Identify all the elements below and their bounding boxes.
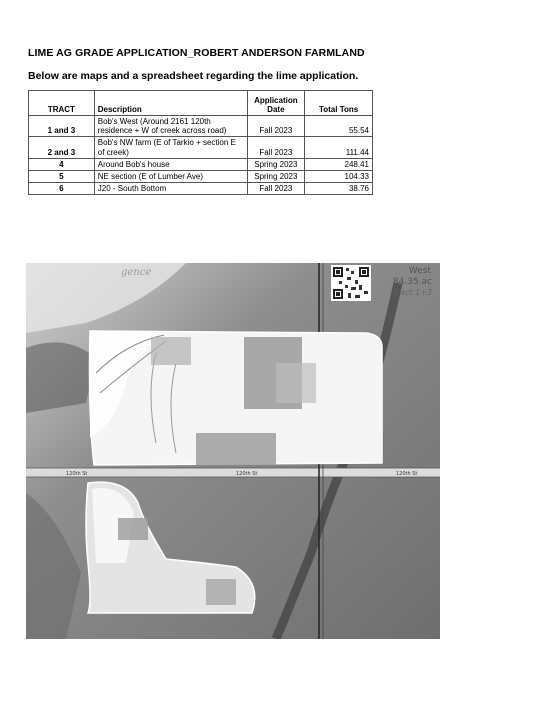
table-header-row (29, 91, 373, 116)
header-description: Description (94, 91, 247, 116)
cell-tract: 4 (29, 158, 95, 170)
header-tract: TRACT (29, 91, 95, 116)
cell-description: Bob's NW farm (E of Tarkio + section E of creek) (94, 137, 247, 158)
road-label: 120th St (66, 471, 88, 477)
map-handwritten-note: Tract 1+3 (392, 288, 432, 297)
cell-tract: 2 and 3 (29, 137, 95, 158)
table-row (29, 137, 373, 158)
mid-soil-zone (151, 337, 191, 365)
table-row (29, 170, 373, 182)
cell-tons: 38.76 (305, 183, 373, 195)
cell-description: Around Bob's house (94, 158, 247, 170)
cell-tons: 55.54 (305, 116, 373, 137)
cell-tract: 6 (29, 183, 95, 195)
map-caption-acres: 84.35 ac (392, 277, 432, 287)
cell-tons: 104.33 (305, 170, 373, 182)
document-subtitle: Below are maps and a spreadsheet regarding the lime application. (28, 70, 359, 82)
cell-description: Bob's West (Around 2161 120th residence + W of creek across road) (94, 116, 247, 137)
cell-date: Spring 2023 (247, 158, 305, 170)
cell-tract: 1 and 3 (29, 116, 95, 137)
dark-soil-zone (118, 518, 148, 540)
cell-date: Fall 2023 (247, 116, 305, 137)
cell-date: Fall 2023 (247, 137, 305, 158)
road (26, 468, 440, 477)
cell-date: Fall 2023 (247, 183, 305, 195)
cell-description: J20 - South Bottom (94, 183, 247, 195)
document-title: LIME AG GRADE APPLICATION_ROBERT ANDERSON FARMLAND (28, 47, 365, 59)
table-row (29, 158, 373, 170)
cell-tons: 111.44 (305, 137, 373, 158)
header-application-date: Application Date (247, 91, 305, 116)
lime-application-table (28, 90, 373, 195)
dark-soil-zone (206, 579, 236, 605)
table-row (29, 116, 373, 137)
qr-code-icon (331, 265, 371, 301)
dark-soil-zone (196, 433, 276, 465)
map-caption-name: West (408, 266, 431, 276)
map-graphic (26, 263, 440, 639)
mid-soil-zone (276, 363, 316, 403)
table-row (29, 183, 373, 195)
cell-date: Spring 2023 (247, 170, 305, 182)
road-label: 120th St (396, 471, 418, 477)
cell-tract: 5 (29, 170, 95, 182)
map-watermark: gence (121, 267, 152, 278)
cell-tons: 248.41 (305, 158, 373, 170)
aerial-field-map (26, 263, 440, 639)
road-label: 120th St (236, 471, 258, 477)
cell-description: NE section (E of Lumber Ave) (94, 170, 247, 182)
header-total-tons: Total Tons (305, 91, 373, 116)
tree-patch (26, 342, 96, 413)
